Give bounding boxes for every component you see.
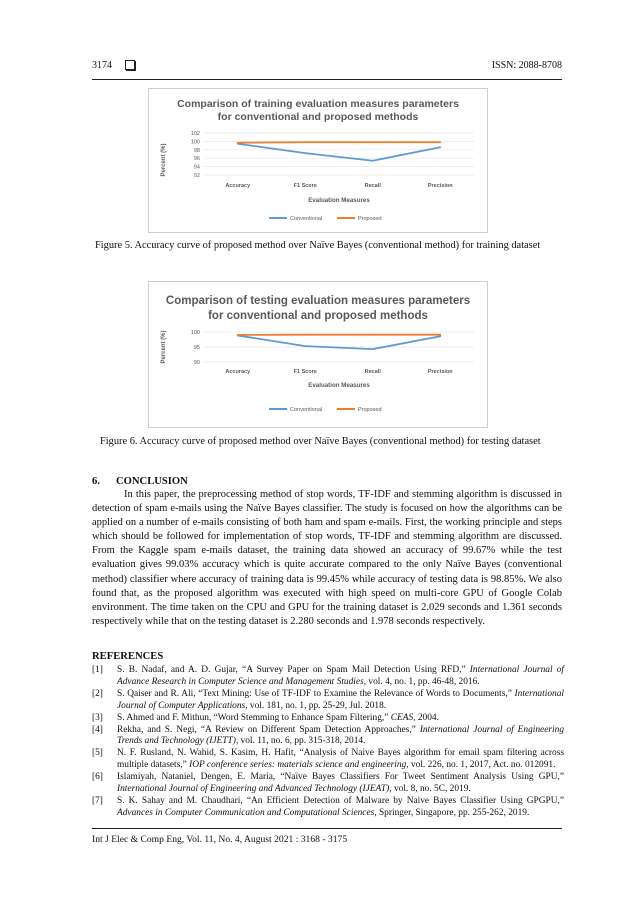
reference-authors-title: S. B. Nadaf, and A. D. Gujar, “A Survey Paper on Spam Mail Detection Using RFD,” <box>117 665 470 675</box>
data-point-conventional <box>304 345 306 347</box>
reference-details: vol. 4, no. 1, pp. 46-48, 2016. <box>366 676 480 687</box>
section-number: 6. <box>92 476 100 487</box>
data-point-conventional <box>304 152 306 154</box>
x-tick-label: Accuracy <box>225 369 251 375</box>
reference-details: vol. 8, no. 5C, 2019. <box>391 784 471 795</box>
testing-line-chart <box>149 282 487 427</box>
x-tick-label: F1 Score <box>293 183 317 189</box>
reference-number: [2] <box>92 688 103 699</box>
reference-venue: International Journal of Advance Research in Computer Science and Management Studies, <box>117 665 565 687</box>
y-tick-label: 98 <box>193 147 200 154</box>
y-tick-label: 90 <box>193 360 200 366</box>
reference-authors-title: N. F. Rusland, N. Wahid, S. Kasim, H. Hafit, “Analysis of Naive Bayes algorithm for email spam filtering across multiple datasets,” <box>117 748 564 771</box>
series-line-proposed <box>238 142 441 143</box>
x-tick-label: Precision <box>427 183 453 189</box>
chart-title-line2: for conventional and proposed methods <box>217 111 419 123</box>
conclusion-paragraph: In this paper, the preprocessing method of stop words, TF-IDF and stemming algorithm is discussed in detection of spam e-mails using the Naïve Bayes classifier. The study is focused on how the algorithms can be applied on a number of e-mails consisting of both ham and spam e-mails. First, the working principle and steps which should be followed for implementation of stop words, TF-IDF and stemming algorithm are discussed. From the Kaggle spam e-mails dataset, the training data showed an accuracy of 99.67% while the test evaluation gives 99.03% accuracy which is quite accurate compared to the only Naïve Bayes (conventional method) classifier where accuracy of training data is 99.45% while accuracy of testing data is 98.85%. We also found that, as the proposed algorithm was executed with high speed on multi-core GPU of Google Colab environment. The time taken on the CPU and GPU for the training dataset is 2.029 seconds and 1.361 seconds respectively while that on the testing dataset is 2.280 seconds and 1.978 seconds respectively. <box>92 489 562 627</box>
data-point-proposed <box>439 141 441 143</box>
references-heading: REFERENCES <box>92 651 164 662</box>
y-axis-label: Percent (%) <box>161 330 167 364</box>
reference-venue: International Journal of Engineering and Advanced Technology (IJEAT), <box>117 784 392 795</box>
x-tick-label: Recall <box>364 369 381 375</box>
chart-title-line2: for conventional and proposed methods <box>208 310 428 322</box>
header-divider <box>92 79 562 80</box>
reference-details: 2004. <box>415 712 439 723</box>
reference-number: [3] <box>92 712 103 723</box>
reference-number: [7] <box>92 795 103 806</box>
reference-venue: International Journal of Engineering Trends and Technology (IJETT), <box>117 724 565 747</box>
reference-number: [4] <box>92 724 103 735</box>
footer-citation: Int J Elec & Comp Eng, Vol. 11, No. 4, August 2021 : 3168 - 3175 <box>92 834 348 845</box>
reference-venue: International Journal of Computer Applications, <box>117 688 564 711</box>
reference-item <box>92 665 564 689</box>
y-tick-label: 96 <box>193 156 200 163</box>
reference-number: [6] <box>92 772 103 783</box>
figure-6-caption: Figure 6. Accuracy curve of proposed method over Naïve Bayes (conventional method) for testing dataset <box>100 436 541 447</box>
reference-item <box>92 796 564 820</box>
y-axis-label: Percent (%) <box>161 143 167 177</box>
reference-authors-title: Islamiyah, Nataniel, Dengen, E. Maria, “Naïve Bayes Classifiers For Tweet Sentiment Analysis Using GPU,” <box>117 772 564 783</box>
chart-title-line1: Comparison of training evaluation measures parameters <box>177 98 459 110</box>
x-axis-label: Evaluation Measures <box>308 197 370 204</box>
data-point-proposed <box>439 334 441 336</box>
reference-item <box>92 748 564 772</box>
reference-text <box>117 796 564 820</box>
chart-title-line1: Comparison of testing evaluation measures parameters <box>165 295 471 307</box>
reference-text <box>117 725 564 749</box>
section-title: CONCLUSION <box>116 476 188 487</box>
figure-5-caption: Figure 5. Accuracy curve of proposed method over Naïve Bayes (conventional method) for training dataset <box>95 240 541 251</box>
legend-proposed-label: Proposed <box>358 216 382 222</box>
y-tick-label: 94 <box>193 164 200 171</box>
reference-venue: CEAS, <box>390 712 416 723</box>
reference-text <box>117 748 564 772</box>
reference-authors-title: Rekha, and S. Negi, “A Review on Different Spam Detection Approaches,” <box>117 724 420 735</box>
x-axis-label: Evaluation Measures <box>308 382 370 389</box>
x-tick-label: F1 Score <box>293 369 317 375</box>
data-point-conventional <box>372 160 374 162</box>
reference-text <box>117 665 564 689</box>
reference-list <box>92 665 564 820</box>
data-point-conventional <box>372 348 374 350</box>
reference-details: , Springer, Singapore, pp. 255-262, 2019. <box>374 807 530 818</box>
data-point-conventional <box>439 146 441 148</box>
section-heading <box>92 476 188 487</box>
reference-item <box>92 689 564 713</box>
reference-number: [5] <box>92 748 103 759</box>
issn: ISSN: 2088-8708 <box>491 60 562 71</box>
data-point-proposed <box>237 142 239 144</box>
reference-authors-title: S. K. Sahay and M. Chaudhari, “An Efficient Detection of Malware by Naive Bayes Classifier Using GPGPU,” <box>117 795 564 806</box>
reference-details: vol. 181, no. 1, pp. 25-29, Jul. 2018. <box>247 700 387 711</box>
reference-item <box>92 772 564 796</box>
reference-venue: IOP conference series: materials science and engineering, <box>189 760 409 771</box>
training-line-chart <box>149 89 487 232</box>
page-number: 3174 <box>92 60 112 71</box>
reference-text <box>117 713 564 725</box>
reference-item <box>92 713 564 725</box>
y-tick-label: 92 <box>193 173 200 179</box>
x-tick-label: Accuracy <box>225 183 251 189</box>
x-tick-label: Precision <box>427 369 453 375</box>
legend-proposed-label: Proposed <box>358 407 382 413</box>
square-bullet-icon <box>125 60 135 70</box>
x-tick-label: Recall <box>364 183 381 189</box>
figure-6-chart <box>148 281 488 428</box>
reference-venue: Advances in Computer Communication and Computational Sciences <box>117 807 375 818</box>
reference-details: vol. 226, no. 1, 2017, Act. no. 012091. <box>408 760 556 771</box>
data-point-proposed <box>372 141 374 143</box>
reference-text <box>117 772 564 796</box>
legend-conventional-label: Conventional <box>290 216 323 222</box>
y-tick-label: 100 <box>190 330 200 336</box>
reference-authors-title: S. Qaiser and R. Ali, “Text Mining: Use of TF-IDF to Examine the Relevance of Words to Documents,” <box>117 688 515 699</box>
reference-text <box>117 689 564 713</box>
legend-conventional-label: Conventional <box>290 407 323 413</box>
y-tick-label: 100 <box>190 139 200 146</box>
y-tick-label: 95 <box>193 345 200 351</box>
reference-item <box>92 725 564 749</box>
data-point-proposed <box>304 141 306 143</box>
reference-details: vol. 11, no. 6, pp. 315-318, 2014. <box>238 736 366 747</box>
data-point-proposed <box>372 334 374 336</box>
reference-number: [1] <box>92 665 103 675</box>
data-point-proposed <box>237 334 239 336</box>
data-point-proposed <box>304 334 306 336</box>
reference-authors-title: S. Ahmed and F. Mithun, “Word Stemming to Enhance Spam Filtering,” <box>117 712 391 723</box>
y-tick-label: 102 <box>190 131 200 137</box>
footer-divider <box>92 828 562 829</box>
figure-5-chart <box>148 88 488 233</box>
